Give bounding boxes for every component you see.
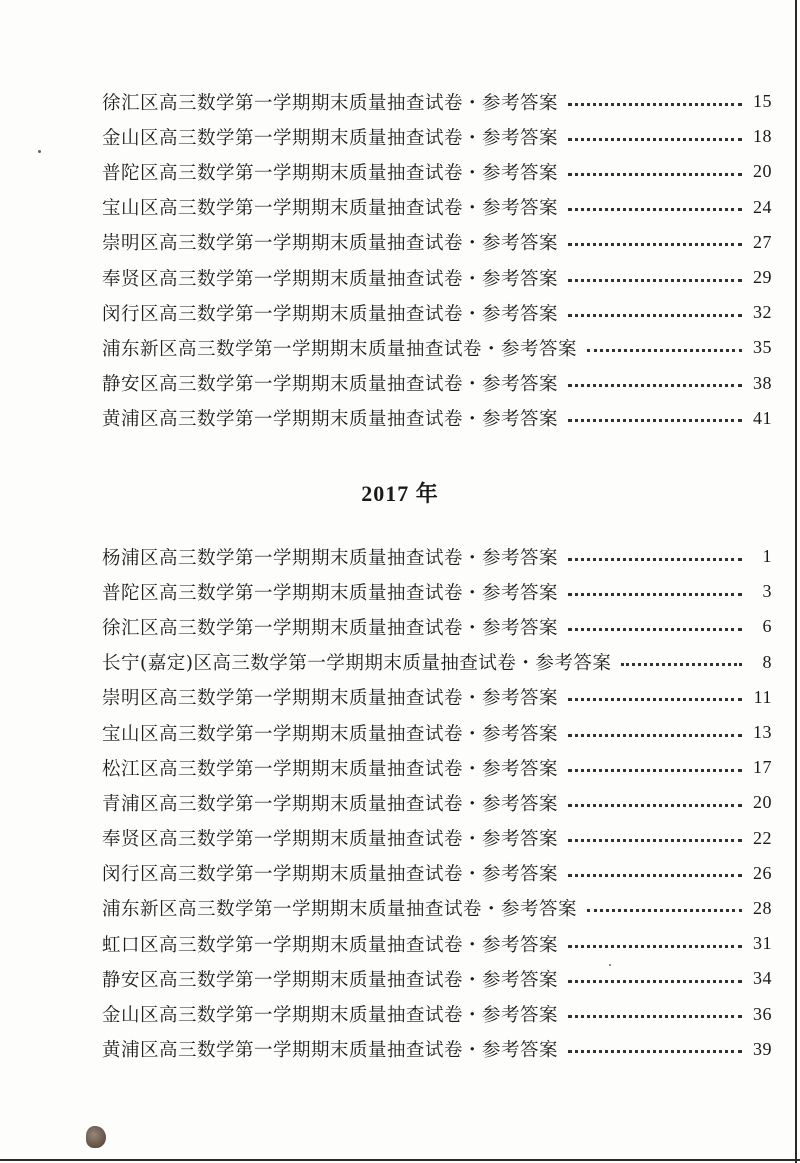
toc-entry bbox=[102, 680, 772, 715]
dot-leader bbox=[568, 803, 742, 807]
toc-entry-title: 宝山区高三数学第一学期期末质量抽查试卷・参考答案 bbox=[102, 723, 559, 745]
toc-section-previous-year bbox=[102, 84, 772, 436]
toc-entry-page-number: 1 bbox=[762, 546, 772, 567]
toc-entry-title: 宝山区高三数学第一学期期末质量抽查试卷・参考答案 bbox=[102, 198, 559, 220]
dot-leader bbox=[568, 979, 742, 983]
toc-entry bbox=[102, 260, 772, 295]
toc-entry-title: 虹口区高三数学第一学期期末质量抽查试卷・参考答案 bbox=[102, 934, 559, 956]
toc-entry-page-number: 6 bbox=[762, 616, 772, 637]
dot-leader bbox=[568, 627, 742, 631]
toc-entry bbox=[102, 539, 772, 574]
toc-entry-page-number: 36 bbox=[753, 1003, 772, 1024]
toc-entry-page-number: 28 bbox=[753, 897, 772, 918]
toc-entry-title: 崇明区高三数学第一学期期末质量抽查试卷・参考答案 bbox=[102, 233, 559, 255]
dot-leader bbox=[568, 313, 742, 317]
year-heading: 2017 年 bbox=[361, 481, 439, 506]
dot-leader bbox=[568, 592, 742, 596]
toc-entry-page-number: 17 bbox=[753, 757, 772, 778]
toc-entry-title: 普陀区高三数学第一学期期末质量抽查试卷・参考答案 bbox=[102, 162, 559, 184]
toc-section-2017 bbox=[102, 539, 772, 1067]
dot-leader bbox=[568, 1049, 742, 1053]
dot-leader bbox=[568, 557, 742, 561]
dot-leader bbox=[568, 418, 742, 422]
dot-leader bbox=[568, 944, 742, 948]
toc-entry-title: 长宁(嘉定)区高三数学第一学期期末质量抽查试卷・参考答案 bbox=[102, 653, 612, 675]
toc-entry bbox=[102, 891, 772, 926]
toc-entry-title: 黄浦区高三数学第一学期期末质量抽查试卷・参考答案 bbox=[102, 409, 559, 431]
toc-entry bbox=[102, 961, 772, 996]
toc-entry bbox=[102, 366, 772, 401]
toc-entry-title: 杨浦区高三数学第一学期期末质量抽查试卷・参考答案 bbox=[102, 547, 559, 569]
dot-leader bbox=[568, 383, 742, 387]
toc-entry bbox=[102, 750, 772, 785]
toc-entry-page-number: 32 bbox=[753, 302, 772, 323]
scan-speck bbox=[38, 150, 41, 153]
toc-entry-page-number: 29 bbox=[753, 267, 772, 288]
toc-entry-page-number: 26 bbox=[753, 862, 772, 883]
toc-entry-page-number: 3 bbox=[762, 581, 772, 602]
toc-entry-title: 徐汇区高三数学第一学期期末质量抽查试卷・参考答案 bbox=[102, 92, 559, 114]
toc-entry bbox=[102, 821, 772, 856]
toc-entry-page-number: 41 bbox=[753, 407, 772, 428]
toc-entry-title: 普陀区高三数学第一学期期末质量抽查试卷・参考答案 bbox=[102, 582, 559, 604]
toc-entry bbox=[102, 190, 772, 225]
scan-stain bbox=[86, 1126, 106, 1148]
dot-leader bbox=[568, 768, 742, 772]
dot-leader bbox=[568, 873, 742, 877]
toc-entry bbox=[102, 1032, 772, 1067]
toc-entry-title: 静安区高三数学第一学期期末质量抽查试卷・参考答案 bbox=[102, 969, 559, 991]
page-border-bottom bbox=[0, 1159, 800, 1161]
scan-speck bbox=[609, 964, 611, 966]
toc-entry bbox=[102, 645, 772, 680]
dot-leader bbox=[587, 348, 742, 352]
toc-entry bbox=[102, 609, 772, 644]
toc-entry bbox=[102, 401, 772, 436]
toc-entry-page-number: 8 bbox=[762, 651, 772, 672]
toc-entry-page-number: 38 bbox=[753, 372, 772, 393]
toc-entry bbox=[102, 574, 772, 609]
dot-leader bbox=[568, 172, 742, 176]
toc-entry-page-number: 27 bbox=[753, 231, 772, 252]
toc-entry-page-number: 11 bbox=[753, 686, 772, 707]
toc-entry-title: 闵行区高三数学第一学期期末质量抽查试卷・参考答案 bbox=[102, 864, 559, 886]
dot-leader bbox=[568, 102, 742, 106]
toc-entry-page-number: 31 bbox=[753, 933, 772, 954]
toc-entry-title: 静安区高三数学第一学期期末质量抽查试卷・参考答案 bbox=[102, 374, 559, 396]
toc-entry bbox=[102, 119, 772, 154]
toc-entry-page-number: 20 bbox=[753, 161, 772, 182]
toc-entry-title: 金山区高三数学第一学期期末质量抽查试卷・参考答案 bbox=[102, 127, 559, 149]
dot-leader bbox=[568, 733, 742, 737]
toc-entry bbox=[102, 225, 772, 260]
dot-leader bbox=[568, 207, 742, 211]
dot-leader bbox=[587, 908, 742, 912]
page-border-right bbox=[795, 0, 797, 1163]
toc-entry-title: 奉贤区高三数学第一学期期末质量抽查试卷・参考答案 bbox=[102, 268, 559, 290]
toc-entry-page-number: 24 bbox=[753, 196, 772, 217]
dot-leader bbox=[568, 137, 742, 141]
toc-entry bbox=[102, 330, 772, 365]
toc-entry-title: 黄浦区高三数学第一学期期末质量抽查试卷・参考答案 bbox=[102, 1040, 559, 1062]
dot-leader bbox=[568, 278, 742, 282]
dot-leader bbox=[568, 1014, 742, 1018]
toc-entry bbox=[102, 856, 772, 891]
toc-entry-page-number: 39 bbox=[753, 1038, 772, 1059]
toc-entry bbox=[102, 926, 772, 961]
toc-entry-page-number: 35 bbox=[753, 337, 772, 358]
toc-entry-page-number: 34 bbox=[753, 968, 772, 989]
toc-entry-page-number: 15 bbox=[753, 91, 772, 112]
toc-entry-title: 浦东新区高三数学第一学期期末质量抽查试卷・参考答案 bbox=[102, 338, 578, 360]
toc-entry-page-number: 20 bbox=[753, 792, 772, 813]
toc-entry-title: 崇明区高三数学第一学期期末质量抽查试卷・参考答案 bbox=[102, 688, 559, 710]
toc-entry-page-number: 18 bbox=[753, 126, 772, 147]
toc-entry-title: 浦东新区高三数学第一学期期末质量抽查试卷・参考答案 bbox=[102, 899, 578, 921]
toc-entry-title: 金山区高三数学第一学期期末质量抽查试卷・参考答案 bbox=[102, 1005, 559, 1027]
dot-leader bbox=[568, 242, 742, 246]
toc-entry bbox=[102, 996, 772, 1031]
dot-leader bbox=[621, 662, 742, 666]
toc-entry-title: 青浦区高三数学第一学期期末质量抽查试卷・参考答案 bbox=[102, 793, 559, 815]
toc-entry bbox=[102, 785, 772, 820]
toc-entry-page-number: 13 bbox=[753, 722, 772, 743]
toc-entry-title: 奉贤区高三数学第一学期期末质量抽查试卷・参考答案 bbox=[102, 829, 559, 851]
toc-entry bbox=[102, 154, 772, 189]
dot-leader bbox=[568, 838, 742, 842]
toc-entry-title: 松江区高三数学第一学期期末质量抽查试卷・参考答案 bbox=[102, 758, 559, 780]
toc-entry bbox=[102, 84, 772, 119]
toc-entry-title: 闵行区高三数学第一学期期末质量抽查试卷・参考答案 bbox=[102, 303, 559, 325]
toc-entry bbox=[102, 295, 772, 330]
dot-leader bbox=[568, 697, 742, 701]
toc-entry bbox=[102, 715, 772, 750]
toc-entry-title: 徐汇区高三数学第一学期期末质量抽查试卷・参考答案 bbox=[102, 617, 559, 639]
toc-entry-page-number: 22 bbox=[753, 827, 772, 848]
